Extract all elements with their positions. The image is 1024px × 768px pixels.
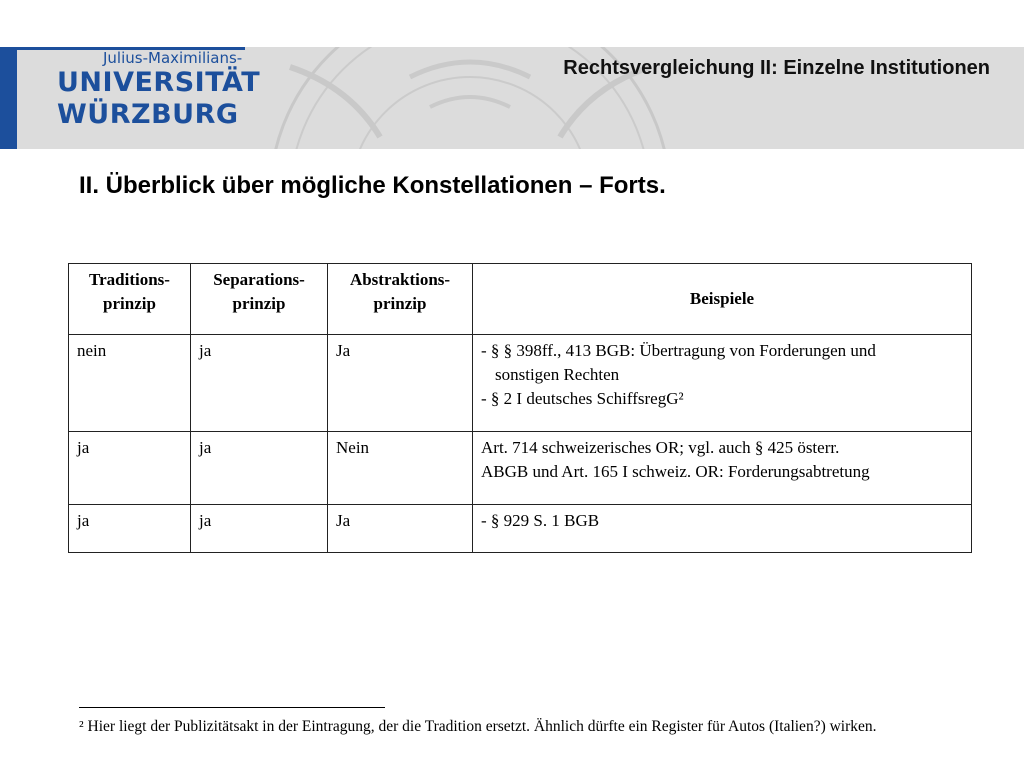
table-header-row	[69, 264, 972, 335]
table-cell: ja	[191, 335, 328, 432]
university-logo	[17, 47, 261, 149]
logo-line-1: UNIVERSITÄT	[57, 67, 261, 98]
example-line: - § 2 I deutsches SchiffsregG²	[481, 389, 684, 408]
example-line: sonstigen Rechten	[495, 365, 620, 384]
header-traditionsprinzip	[69, 264, 191, 335]
table-cell: ja	[69, 432, 191, 505]
example-line: - § § 398ff., 413 BGB: Übertragung von Forderungen und	[481, 341, 876, 360]
logo-small-text: Julius-Maximilians-	[103, 49, 243, 67]
table-cell: Ja	[328, 335, 473, 432]
logo-accent-bar	[0, 47, 17, 149]
table-row	[69, 335, 972, 432]
footnote: ² Hier liegt der Publizitätsakt in der Eintragung, der die Tradition ersetzt. Ähnlich dürfte ein Register für Autos (Italien?) wirken.	[79, 718, 877, 735]
header-line: prinzip	[103, 294, 156, 313]
table-cell: ja	[69, 505, 191, 553]
footnote-divider	[79, 707, 385, 708]
slide-title: II. Überblick über mögliche Konstellationen – Forts.	[79, 172, 666, 199]
table-cell: nein	[69, 335, 191, 432]
header-line: prinzip	[373, 294, 427, 313]
example-line: - § 929 S. 1 BGB	[481, 511, 600, 530]
table-cell: Ja	[328, 505, 473, 553]
header-beispiele	[473, 264, 972, 335]
table-row	[69, 505, 972, 553]
table-row	[69, 432, 972, 505]
logo-line-2: WÜRZBURG	[57, 99, 239, 130]
example-line: Art. 714 schweizerisches OR; vgl. auch § 425 österr.	[481, 438, 840, 457]
examples-cell	[473, 432, 972, 505]
table-cell: ja	[191, 505, 328, 553]
example-line: ABGB und Art. 165 I schweiz. OR: Forderungsabtretung	[481, 462, 870, 481]
header-line: Traditions-	[89, 270, 170, 289]
header-band	[0, 47, 1024, 149]
table-cell: Nein	[328, 432, 473, 505]
table-cell: ja	[191, 432, 328, 505]
header-line: Separations-	[213, 270, 305, 289]
examples-cell	[473, 505, 972, 553]
header-line: Beispiele	[689, 289, 755, 308]
header-abstraktionsprinzip	[328, 264, 473, 335]
constellations-table	[68, 263, 972, 553]
header-line: Abstraktions-	[349, 270, 451, 289]
examples-cell	[473, 335, 972, 432]
course-title: Rechtsvergleichung II: Einzelne Institutionen	[563, 57, 990, 79]
header-separationsprinzip	[191, 264, 328, 335]
header-line: prinzip	[232, 294, 286, 313]
